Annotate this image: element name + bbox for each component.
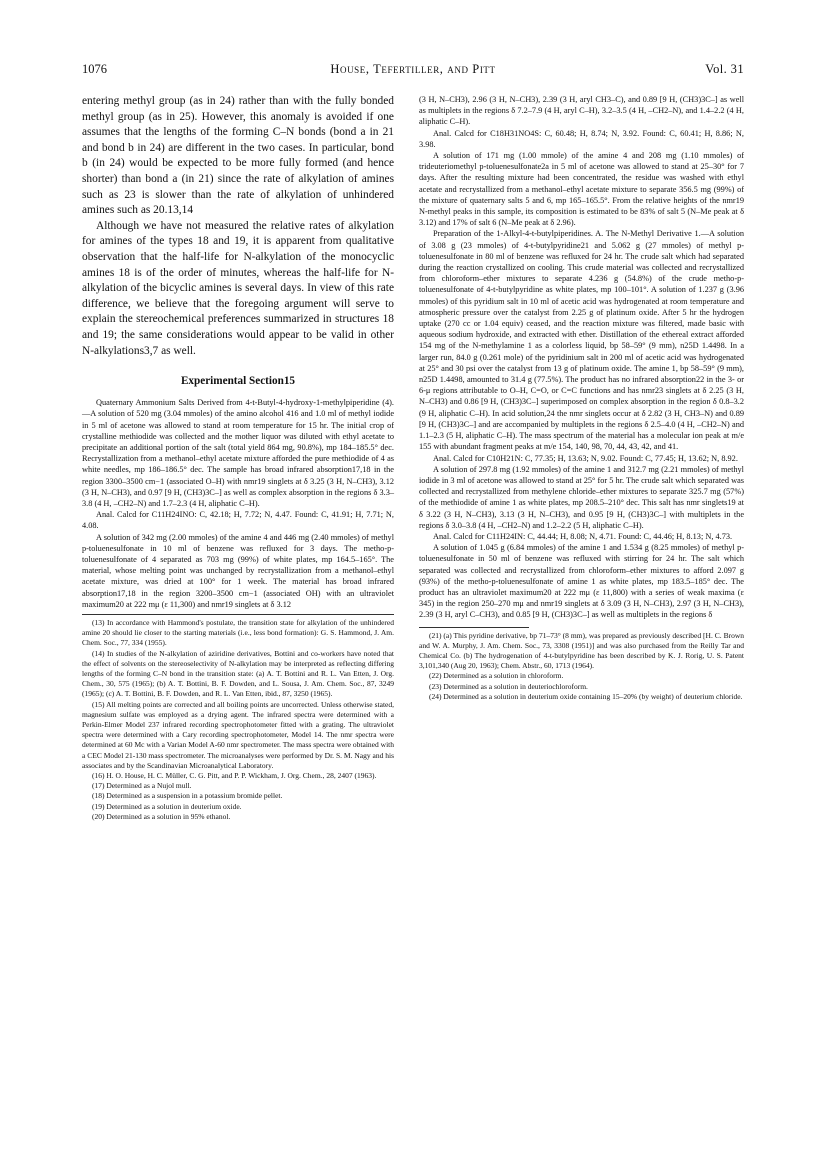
experimental-paragraph: (3 H, N–CH3), 2.96 (3 H, N–CH3), 2.39 (3 H, aryl CH3–C), and 0.89 [9 H, (CH3)3C–] as well as multiplets in the regions δ 7.2–7.9 (4 H, aryl C–H), 3.2–3.5 (4 H, –CH2–N), and 1.4–2.2 (4 H, aliphatic C–H). — [419, 95, 744, 127]
running-header — [82, 62, 744, 80]
footnote-divider — [82, 614, 394, 615]
footnote: (21) (a) This pyridine derivative, bp 71–73° (8 mm), was prepared as previously described [H. C. Brown and W. A. Murphy, J. Am. Chem. Soc., 73, 3308 (1951)] and was also purchased from the Reilly Tar and Chemical Co. (b) The hydrogenation of 4-t-butylpyridine has been described by K. J. Rorig, U. S. Patent 3,101,340 (Aug 20, 1963); Chem. Abstr., 60, 1713 (1964). — [419, 630, 744, 671]
footnotes-left — [82, 618, 394, 822]
volume-label: Vol. 31 — [705, 62, 744, 76]
running-title: House, Tefertiller, and Pitt — [330, 62, 496, 76]
experimental-paragraph: Preparation of the 1-Alkyl-4-t-butylpiperidines. A. The N-Methyl Derivative 1.—A solution of 3.08 g (23 mmoles) of 4-t-butylpyridine21 and 5.062 g (27 mmoles) of methyl p-toluenesulfonate in 80 ml of benzene was refluxed for 24 hr. The crude salt which had separated during the reaction crystallized on cooling. This crude material was collected and recrystallized from chloroform–ether mixtures to separate 4.236 g (54.8%) of the crude metho-p-toluenesulfonate of 4-t-butylpyridine as white plates, mp 100–101°. A solution of 1.237 g (3.96 mmoles) of this pyridium salt in 10 ml of acetic acid was hydrogenated at room temperature and atmospheric pressure over the catalyst from 2.25 g of platinum oxide. After 5 hr the hydrogen uptake (270 cc or 1.04 equiv) ceased, and the reaction mixture was filtered, made basic with aqueous sodium hydroxide, and extracted with ether. Distillation of the ethereal extract afforded 154 mg of the N-methylamine 1 as a colorless liquid, bp 58–59° (9 mm), n25D 1.4498. In a larger run, 84.0 g (0.261 mole) of the pyridinium salt in 200 ml of acetic acid was hydrogenated at 25° and 30 psi over the catalyst from 13 g of platinum oxide. The amine 1, bp 58–59° (9 mm), n25D 1.4498, amounted to 31.4 g (77.5%). The product has no infrared absorption22 in the 3- or 6-μ regions attributable to O–H, C=O, or C=C functions and has nmr23 singlets at δ 2.25 (3 H, N–CH3) and 0.86 [9 H, (CH3)3C–] superimposed on complex absorption in the region δ 0.8–3.2 (9 H, aliphatic C–H). In acid solution,24 the nmr singlets occur at δ 2.82 (3 H, CH3–N) and 0.89 [9 H, (CH3)3C–] and are accompanied by multiplets in the regions δ 2.5–4.0 (4 H, –CH2–N) and 1.1–2.3 (5 H, aliphatic C–H). The mass spectrum of the material has a molecular ion peak at m/e 155 with abundant fragment peaks at m/e 154, 140, 98, 70, 44, 43, 42, and 41. — [419, 229, 744, 452]
footnote: (16) H. O. House, H. C. Müller, C. G. Pitt, and P. P. Wickham, J. Org. Chem., 28, 2407 (1963). — [92, 771, 377, 780]
footnote: (13) In accordance with Hammond's postulate, the transition state for alkylation of the unhindered amine 20 should lie closer to the starting materials (i.e., less bond formation): G. S. Hammond, J. Am. Chem. Soc., 77, 334 (1955). — [82, 617, 394, 648]
section-heading: Experimental Section15 — [180, 375, 296, 388]
footnote: (14) In studies of the N-alkylation of aziridine derivatives, Bottini and co-workers have noted that the effect of solvents on the stereoselectivity of N-alkylation may be interpreted as reflecting differing lengths of the forming C–N bond in the transition state: (a) A. T. Bottini and R. L. Van Etten, J. Org. Chem., 30, 575 (1965); (b) A. T. Bottini, B. F. Dowden, and L. Sousa, J. Am. Chem. Soc., 87, 3249 (1965); (c) A. T. Bottini, B. F. Dowden, and R. L. Van Etten, ibid., 87, 3250 (1965). — [82, 648, 394, 699]
right-column — [419, 94, 744, 702]
body-paragraph: Although we have not measured the relative rates of alkylation for amines of the types 18 and 19, it is apparent from qualitative observation that the half-life for N-alkylation of the monocyclic amines 18 is of the order of minutes, whereas the half-life for N-alkylation of the bicyclic amines is several days. In view of this rate difference, we believe that the foregoing argument will serve to explain the stereochemical preferences summarized in structures 18 and 19; the same considerations would appear to be valid in other N-alkylations3,7 as well. — [82, 219, 394, 357]
page-number: 1076 — [82, 62, 107, 76]
footnote: (19) Determined as a solution in deuterium oxide. — [92, 801, 242, 811]
footnote: (17) Determined as a Nujol mull. — [92, 781, 192, 791]
body-paragraph: entering methyl group (as in 24) rather than with the fully bonded methyl group (as in 25). However, this anomaly is avoided if one assumes that the lengths of the forming C–N bonds (bond a in 21 and bond b in 24) are different in the two cases. In particular, bond b (in 24) would be expected to be more fully formed (and hence shorter) than bond a (in 21) since the rate of alkylation of amines such as 23 is slower than the rate of alkylation of unhindered amines such as 20.13,14 — [82, 95, 394, 217]
footnote-divider — [419, 627, 529, 628]
left-column — [82, 94, 394, 822]
analysis-line: Anal. Calcd for C18H31NO4S: C, 60.48; H, 8.74; N, 3.92. Found: C, 60.41; H, 8.86; N, 3.98. — [419, 128, 744, 149]
footnote: (23) Determined as a solution in deuteriochloroform. — [429, 681, 588, 691]
experimental-paragraph: A solution of 171 mg (1.00 mmole) of the amine 4 and 208 mg (1.10 mmoles) of trideuteriomethyl p-toluenesulfonate2a in 5 ml of acetone was allowed to stand at 25–30° for 7 days. After the resulting mixture had been concentrated, the residue was washed with ethyl acetate and recrystallized from a methanol–ethyl acetate mixture to separate 356.5 mg (99%) of the mixture of quaternary salts 5 and 6, mp 165–165.5°. From the relative heights of the nmr19 N-methyl peaks in this sample, its composition is estimated to be 83% of salt 5 (N–Me peak at δ 3.12) and 17% of salt 6 (N–Me peak at δ 2.96). — [419, 151, 744, 228]
analysis-line: Anal. Calcd for C10H21N: C, 77.35; H, 13.63; N, 9.02. Found: C, 77.45; H, 13.62; N, 8.92. — [433, 453, 738, 463]
analysis-line: Anal. Calcd for C11H24IN: C, 44.44; H, 8.08; N, 4.71. Found: C, 44.46; H, 8.13; N, 4.73. — [433, 531, 733, 541]
experimental-paragraph: Quaternary Ammonium Salts Derived from 4-t-Butyl-4-hydroxy-1-methylpiperidine (4).—A solution of 520 mg (3.04 mmoles) of the amino alcohol 416 and 1.0 ml of methyl iodide in 5 ml of acetone was allowed to stand at room temperature for 15 hr. The initial crop of crystalline methiodide was collected and the mother liquor was diluted with ethyl acetate to precipitate an additional portion of the salt (total yield 864 mg, 90.8%), mp 184–185.5° dec. Recrystallization from a methanol–ethyl acetate mixture afforded the pure methiodide of 4 as white needles, mp 186–186.5° dec. The sample has broad infrared absorption17,18 in the region 3300–3500 cm−1 (associated O–H) with nmr19 singlets at δ 3.25 (3 H, N–CH3), 3.12 (3 H, N–CH3), and 0.97 [9 H, (CH3)3C–] as well as complex absorption in the regions δ 3.3–3.8 (4 H, –CH2–N) and 1.7–2.3 (4 H, aliphatic C–H). — [82, 398, 394, 508]
footnote: (22) Determined as a solution in chloroform. — [429, 671, 564, 681]
footnote: (15) All melting points are corrected and all boiling points are uncorrected. Unless otherwise stated, magnesium sulfate was employed as a drying agent. The infrared spectra were determined with a Perkin-Elmer Model 237 infrared recording spectrophotometer fitted with a grating. The ultraviolet spectra were determined with a Cary recording spectrophotometer, Model 14. The nmr spectra were determined at 60 Mc with a Varian Model A-60 nmr spectrometer. The mass spectra were obtained with a CEC Model 21-130 mass spectrometer. The microanalyses were performed by Dr. S. M. Nagy and his associates and by the Scandinavian Microanalytical Laboratory. — [82, 699, 394, 770]
footnote: (18) Determined as a suspension in a potassium bromide pellet. — [92, 791, 283, 801]
footnote: (24) Determined as a solution in deuterium oxide containing 15–20% (by weight) of deuterium chloride. — [429, 691, 743, 701]
experimental-paragraph: A solution of 1.045 g (6.84 mmoles) of the amine 1 and 1.534 g (8.25 mmoles) of methyl p-toluenesulfonate in 50 ml of benzene was refluxed with stirring for 24 hr. The salt which separated was collected and recrystallized from chloroform–ether mixtures to afford 2.097 g (93%) of the metho-p-toluenesulfonate of amine 1 as white plates, mp 183.5–185° dec. The product has an ultraviolet maximum20 at 222 mμ (ε 11,800) with a series of weak maxima (ε 345) in the region 250–270 mμ and nmr19 singlets at δ 3.09 (3 H, N–CH3), 2.97 (3 H, N–CH3), 2.39 (3 H, aryl C–CH3), and 0.85 [9 H, (CH3)3C–] as well as multiplets in the regions δ — [419, 543, 744, 620]
analysis-line: Anal. Calcd for C11H24INO: C, 42.18; H, 7.72; N, 4.47. Found: C, 41.91; H, 7.71; N, 4.08. — [82, 510, 394, 531]
experimental-paragraph: A solution of 297.8 mg (1.92 mmoles) of the amine 1 and 312.7 mg (2.21 mmoles) of methyl iodide in 3 ml of acetone was allowed to stand at 25° for 5 hr. The crude salt which separated was collected and recrystallized from methylene chloride–ether mixtures to separate 325.7 mg (57%) of the methiodide of amine 1 as white plates, mp 208.5–210° dec. This salt has nmr singlets19 at δ 3.22 (3 H, N–CH3), 3.13 (3 H, N–CH3), and 0.95 [9 H, (CH3)3C–] with multiplets in the regions δ 3.0–3.8 (4 H, –CH2–N) and 1.2–2.2 (5 H, aliphatic C–H). — [419, 464, 744, 530]
footnotes-right — [419, 631, 744, 702]
experimental-paragraph: A solution of 342 mg (2.00 mmoles) of the amine 4 and 446 mg (2.40 mmoles) of methyl p-toluenesulfonate in 10 ml of benzene was refluxed for 3 days. The metho-p-toluenesulfonate of 4 separated as 703 mg (99%) of white plates, mp 164.5–165°. The material, whose melting point was unchanged by recrystallization from a methanol–ethyl acetate mixture, was dried at 100° for 1 week. The material has broad infrared absorption17,18 in the region 3200–3500 cm−1 (associated OH) with an ultraviolet maximum20 at 222 mμ (ε 11,300) and nmr19 singlets at δ 3.12 — [82, 532, 394, 609]
footnote: (20) Determined as a solution in 95% ethanol. — [92, 811, 231, 821]
